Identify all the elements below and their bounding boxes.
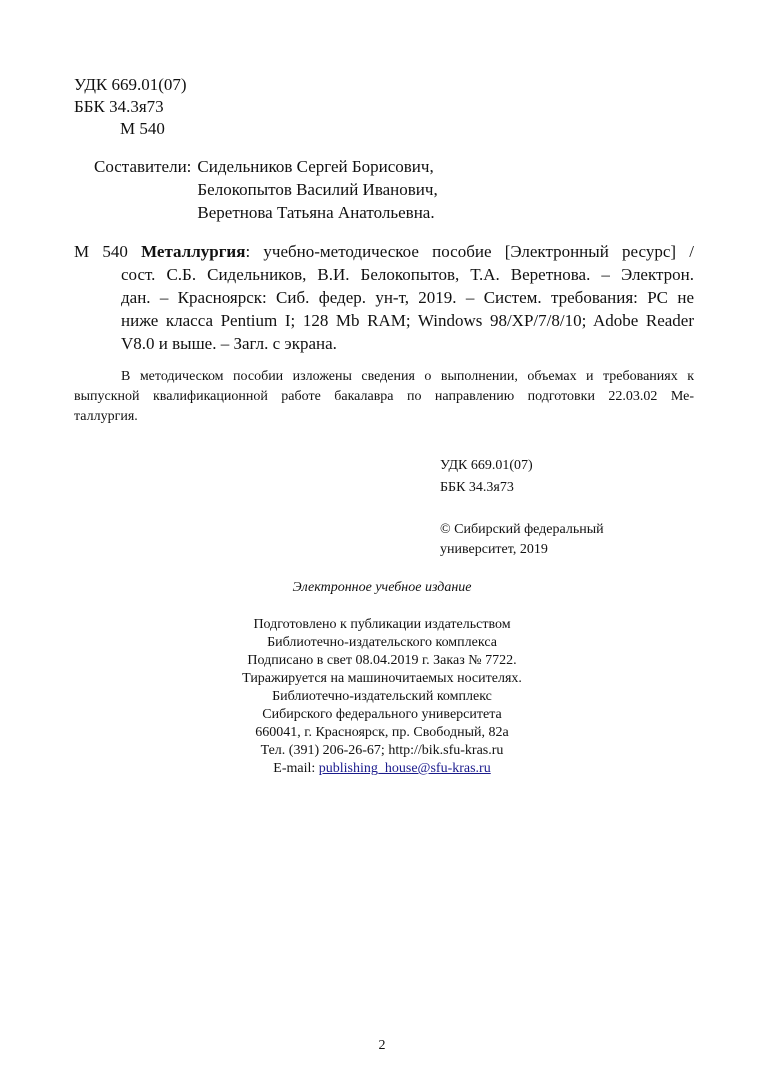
imprint-line: Сибирского федерального университета (262, 707, 502, 722)
imprint-line: Библиотечно-издательского комплекса (267, 635, 497, 650)
bbk-code: ББК 34.3я73 (74, 97, 164, 116)
compilers-block (94, 155, 438, 224)
copyright-line: университет, 2019 (440, 542, 548, 557)
imprint-line: Подготовлено к публикации издательством (253, 617, 511, 632)
author-sign: М 540 (120, 119, 165, 138)
imprint-line: Тел. (391) 206-26-67; http://bik.sfu-kras.ru (260, 743, 504, 758)
annotation-line: выпускной квалификационной работе бакалавра по направлению подготовки 22.03.02 Ме- (74, 389, 694, 404)
annotation-line: таллургия. (74, 409, 138, 424)
email-link[interactable]: publishing_house@sfu-kras.ru (318, 761, 491, 776)
compilers-names (197, 155, 437, 224)
imprint-line: Библиотечно-издательский комплекс (272, 689, 492, 704)
annotation-line: В методическом пособии изложены сведения о выполнении, объемах и требованиях к (121, 369, 694, 384)
copyright-notice (440, 520, 604, 560)
udk-code: УДК 669.01(07) (440, 458, 533, 473)
edition-type: Электронное учебное издание (292, 580, 472, 595)
biblio-line: V8.0 и выше. – Загл. с экрана. (121, 334, 337, 353)
biblio-sign: М 540 (74, 242, 128, 261)
imprint-line: Подписано в свет 08.04.2019 г. Заказ № 7722. (247, 653, 517, 668)
page-number: 2 (378, 1038, 386, 1053)
classification-codes-right (440, 455, 533, 499)
email-label: E-mail: (273, 761, 319, 776)
compiler-name: Белокопытов Василий Иванович, (197, 180, 438, 199)
compilers-label: Составители: (94, 157, 192, 176)
classification-codes (74, 74, 187, 140)
biblio-line: сост. С.Б. Сидельников, В.И. Белокопытов, Т.А. Веретнова. – Электрон. (121, 265, 694, 284)
email-line (0, 760, 764, 778)
imprint-line: 660041, г. Красноярск, пр. Свободный, 82а (255, 725, 509, 740)
biblio-line: дан. – Красноярск: Сиб. федер. ун-т, 2019. – Систем. требования: PC не (121, 288, 694, 307)
compiler-name: Сидельников Сергей Борисович, (197, 157, 434, 176)
imprint-block (0, 616, 764, 778)
udk-code: УДК 669.01(07) (74, 75, 187, 94)
imprint-line: Тиражируется на машиночитаемых носителях. (242, 671, 522, 686)
biblio-text: : учебно-методическое пособие [Электронный ресурс] / (245, 242, 695, 261)
biblio-line (74, 240, 694, 263)
compiler-name: Веретнова Татьяна Анатольевна. (197, 203, 435, 222)
bibliographic-record (74, 240, 694, 355)
copyright-line: © Сибирский федеральный (440, 522, 604, 537)
bbk-code: ББК 34.3я73 (440, 480, 514, 495)
biblio-line: ниже класса Pentium I; 128 Mb RAM; Windows 98/XP/7/8/10; Adobe Reader (121, 311, 694, 330)
book-title: Металлургия (141, 242, 246, 261)
annotation (74, 367, 694, 427)
